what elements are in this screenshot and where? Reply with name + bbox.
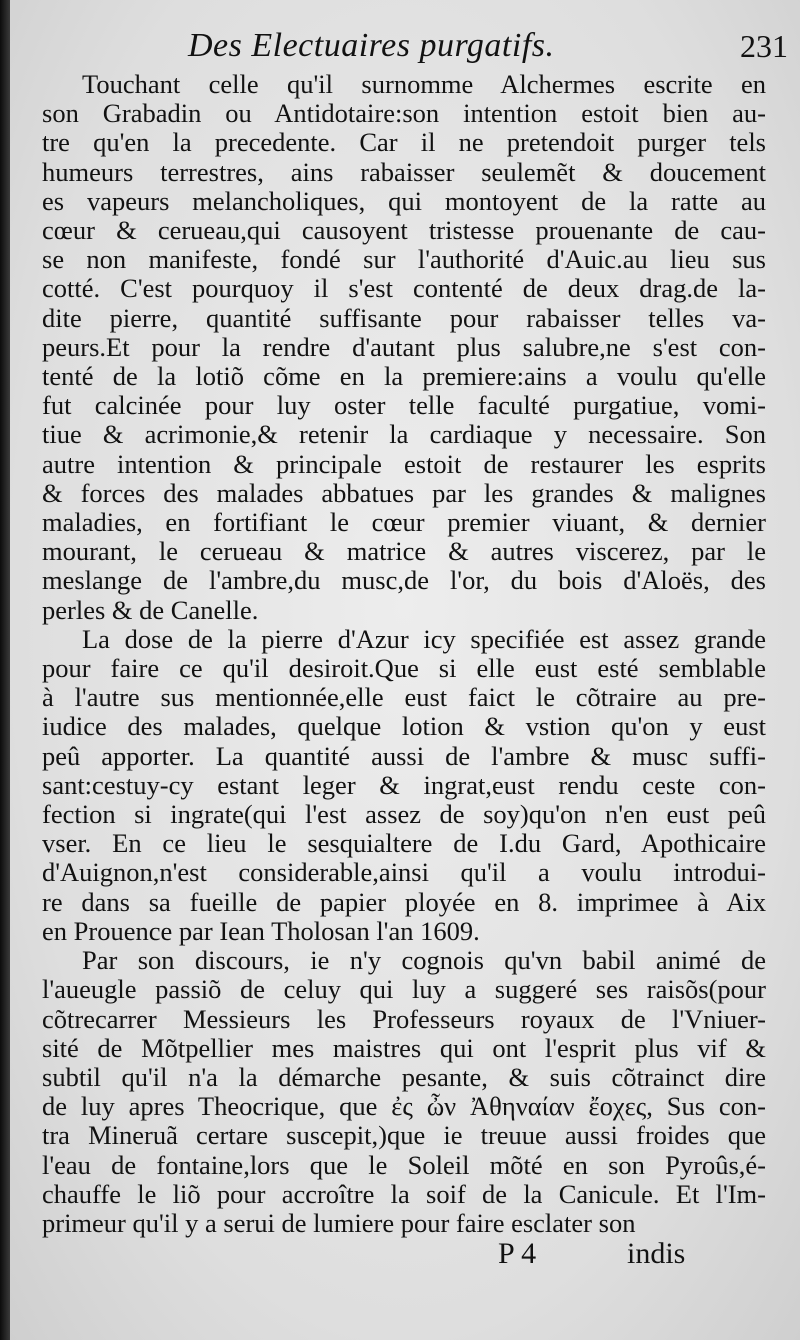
text-line: primeur qu'il y a serui de lumiere pour faire esclater son	[42, 1207, 636, 1238]
text-line: & forces des malades abbatues par les grandes & malignes	[42, 477, 766, 508]
text-line: sant:cestuy-cy estant leger & ingrat,eust rendu ceste con-	[42, 769, 766, 800]
text-line: dite pierre, quantité suffisante pour rabaisser telles va-	[42, 302, 766, 333]
paragraph	[42, 946, 766, 1238]
text-line: cotté. C'est pourquoy il s'est contenté de deux drag.de la-	[42, 273, 766, 304]
text-line: sité de Mõtpellier mes maistres qui ont l'esprit plus vif &	[42, 1032, 766, 1063]
text-line: en Prouence par Iean Tholosan l'an 1609.	[42, 915, 480, 946]
text-line: maladies, en fortifiant le cœur premier viuant, & dernier	[42, 507, 766, 538]
text-line: fection si ingrate(qui l'est assez de soy)qu'on n'en eust peû	[42, 799, 766, 830]
text-line: humeurs terrestres, ains rabaisser seulemẽt & doucement	[42, 156, 766, 187]
paragraph	[42, 70, 766, 625]
text-line: mourant, le cerueau & matrice & autres viscerez, par le	[42, 536, 766, 567]
text-line: tenté de la lotiõ cõme en la premiere:ains a voulu qu'elle	[42, 361, 766, 392]
text-line: tra Mineruã certare suscepit,)que ie treuue aussi froides que	[42, 1120, 766, 1151]
paragraph	[42, 625, 766, 946]
text-line: Par son discours, ie n'y cognois qu'vn babil animé de	[82, 945, 766, 976]
running-title: Des Electuaires purgatifs.	[188, 27, 555, 64]
text-line: se non manifeste, fondé sur l'authorité d'Auic.au lieu sus	[42, 244, 766, 275]
signature-mark: P 4	[498, 1237, 537, 1270]
text-line: pour faire ce qu'il desiroit.Que si elle eust esté semblable	[42, 653, 766, 684]
text-line: cœur & cerueau,qui causoyent tristesse prouenante de cau-	[42, 215, 766, 246]
book-page	[10, 0, 800, 1340]
page-footer	[10, 1236, 800, 1276]
text-line: fut calcinée pour luy oster telle faculté purgatiue, vomi-	[42, 390, 766, 421]
text-line: tre qu'en la precedente. Car il ne pretendoit purger tels	[42, 127, 766, 158]
text-line: tiue & acrimonie,& retenir la cardiaque y necessaire. Son	[42, 419, 766, 450]
text-line: l'aueugle passiõ de celuy qui luy a suggeré ses raisõs(pour	[42, 974, 766, 1005]
text-line: La dose de la pierre d'Azur icy specifiée est assez grande	[82, 623, 766, 654]
text-line: son Grabadin ou Antidotaire:son intention estoit bien au-	[42, 98, 766, 129]
text-line: peû apporter. La quantité aussi de l'ambre & musc suffi-	[42, 740, 766, 771]
text-line: autre intention & principale estoit de restaurer les esprits	[42, 448, 766, 479]
text-line: peurs.Et pour la rendre d'autant plus salubre,ne s'est con-	[42, 331, 766, 362]
text-line: à l'autre sus mentionnée,elle eust faict le cõtraire au pre-	[42, 682, 766, 713]
page-header	[10, 26, 788, 70]
text-line: Touchant celle qu'il surnomme Alchermes escrite en	[82, 69, 766, 99]
text-line: iudice des malades, quelque lotion & vstion qu'on y eust	[42, 711, 766, 742]
text-line: es vapeurs melancholiques, qui montoyent de la ratte au	[42, 185, 766, 216]
text-line: meslange de l'ambre,du musc,de l'or, du bois d'Aloës, des	[42, 565, 766, 596]
text-line: re dans sa fueille de papier ployée en 8. imprimee à Aix	[42, 886, 766, 917]
text-line: d'Auignon,n'est considerable,ainsi qu'il a voulu introdui-	[42, 857, 766, 888]
catchword: indis	[627, 1237, 686, 1270]
text-line: l'eau de fontaine,lors que le Soleil mõté en son Pyroûs,é-	[42, 1149, 766, 1180]
text-line: vser. En ce lieu le sesquialtere de I.du Gard, Apothicaire	[42, 828, 766, 859]
text-line: chauffe le liõ pour accroître la soif de la Canicule. Et l'Im-	[42, 1178, 766, 1209]
page-number: 231	[740, 28, 788, 64]
scan-gutter-shadow	[0, 0, 10, 1340]
text-line: perles & de Canelle.	[42, 594, 259, 625]
body-text	[42, 70, 766, 1238]
text-line: cõtrecarrer Messieurs les Professeurs royaux de l'Vniuer-	[42, 1003, 766, 1034]
text-line: subtil qu'il n'a la démarche pesante, & suis cõtrainct dire	[42, 1061, 766, 1092]
text-line: de luy apres Theocrique, que ἐς ὦν Ἀθηναίαν ἔοχες, Sus con-	[42, 1091, 766, 1122]
